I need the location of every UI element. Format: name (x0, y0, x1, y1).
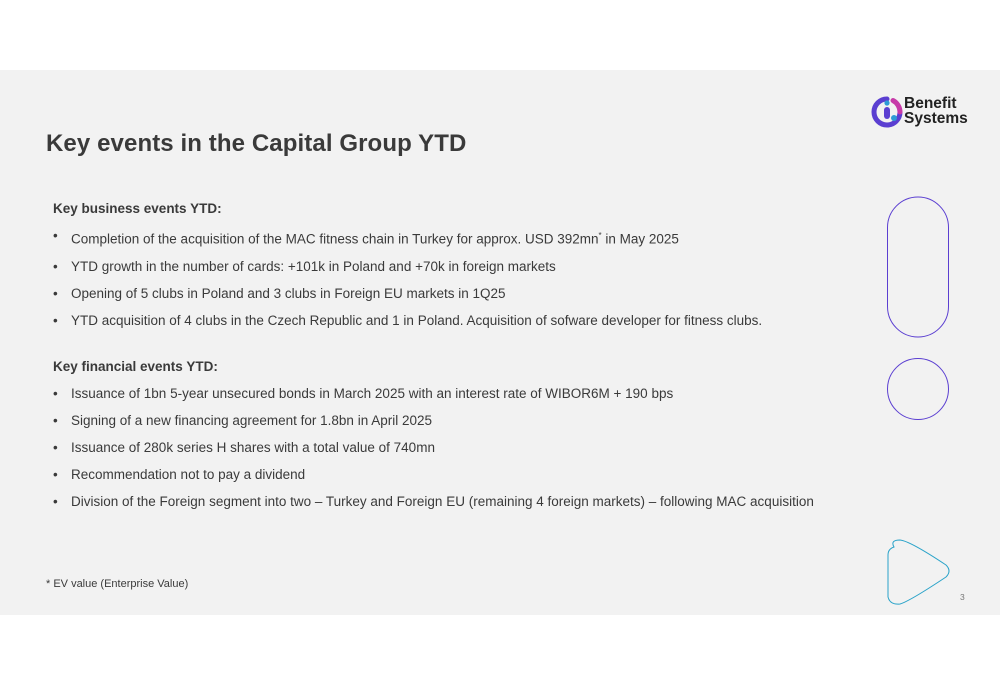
bullet-icon: • (53, 493, 58, 509)
list-item (53, 466, 853, 484)
bullet-icon: • (53, 312, 58, 328)
business-events-list (53, 227, 853, 330)
circle-outline-shape (888, 359, 949, 420)
list-item-text: Issuance of 280k series H shares with a total value of 740mn (71, 439, 435, 455)
list-item-text: Opening of 5 clubs in Poland and 3 clubs in Foreign EU markets in 1Q25 (71, 285, 506, 301)
business-events-heading: Key business events YTD: (53, 201, 222, 216)
bullet-icon: • (53, 258, 58, 274)
bullet-icon: • (53, 439, 58, 455)
bullet-icon: • (53, 385, 58, 401)
page-number: 3 (960, 592, 965, 602)
list-item (53, 439, 853, 457)
logo-mark-icon (871, 96, 903, 128)
list-item (53, 385, 853, 403)
list-item-text: Recommendation not to pay a dividend (71, 466, 306, 482)
footnote: * EV value (Enterprise Value) (46, 578, 189, 590)
list-item (53, 285, 853, 303)
list-item-text: Division of the Foreign segment into two – Turkey and Foreign EU (remaining 4 foreign markets) – following MAC acquisition (71, 493, 814, 509)
logo-line-1: Benefit (904, 95, 957, 112)
benefit-systems-logo (871, 96, 971, 130)
bullet-icon: • (53, 466, 58, 482)
decorative-shapes (880, 190, 960, 610)
logo-line-2: Systems (904, 110, 968, 127)
list-item-text: YTD growth in the number of cards: +101k in Poland and +70k in foreign markets (71, 258, 556, 274)
bullet-icon: • (53, 285, 58, 301)
slide (0, 70, 1000, 615)
play-outline-shape (888, 540, 949, 604)
bullet-icon: • (53, 228, 58, 243)
footnote-marker: * (598, 231, 602, 240)
list-item (53, 227, 853, 249)
list-item-text: Completion of the acquisition of the MAC fitness chain in Turkey for approx. USD 392mn (71, 231, 599, 247)
logo-wordmark (904, 96, 968, 126)
list-item (53, 258, 853, 276)
list-item-text-tail: in May 2025 (601, 231, 679, 247)
list-item (53, 493, 853, 511)
list-item (53, 412, 853, 430)
page-title: Key events in the Capital Group YTD (46, 130, 467, 157)
content (53, 200, 853, 520)
financial-events-heading: Key financial events YTD: (53, 358, 218, 374)
financial-events-list (53, 385, 853, 511)
list-item-text: Signing of a new financing agreement for 1.8bn in April 2025 (71, 412, 432, 428)
list-item-text: YTD acquisition of 4 clubs in the Czech Republic and 1 in Poland. Acquisition of sofware developer for fitness clubs. (71, 312, 763, 328)
list-item (53, 312, 853, 330)
list-item-text: Issuance of 1bn 5-year unsecured bonds in March 2025 with an interest rate of WIBOR6M + 190 bps (71, 385, 674, 401)
pill-outline-shape (888, 197, 949, 337)
bullet-icon: • (53, 412, 58, 428)
